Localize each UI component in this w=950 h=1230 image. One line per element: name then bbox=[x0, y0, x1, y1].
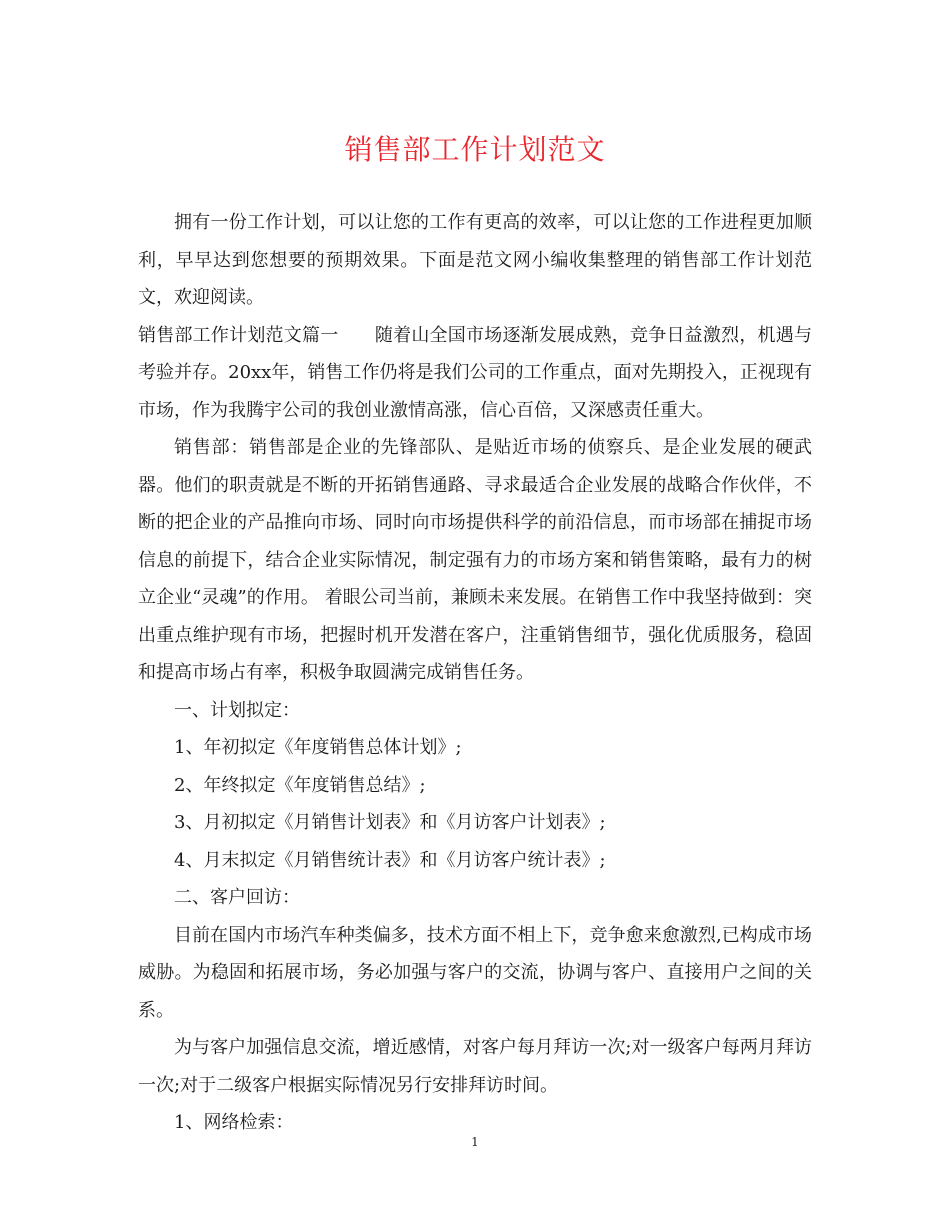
list-item-plan-4: 4、月末拟定《月销售统计表》和《月访客户统计表》; bbox=[174, 849, 606, 871]
paragraph-sales-dept: 销售部：销售部是企业的先锋部队、是贴近市场的侦察兵、是企业发展的硬武器。他们的职责就是不断的开拓销售通路、寻求最适合企业发展的战略合作伙伴，不断的把企业的产品推向市场、同时向市场提供科学的前沿信息，而市场部在捕捉市场信息的前提下，结合企业实际情况，制定强有力的市场方案和销售策略，最有力的树立企业“灵魂”的作用。 着眼公司当前，兼顾未来发展。在销售工作中我坚持做到：突出重点维护现有市场，把握时机开发潜在客户，注重销售细节，强化优质服务，稳固和提高市场占有率，积极争取圆满完成销售任务。 bbox=[138, 437, 812, 683]
list-item-plan-2: 2、年终拟定《年度销售总结》; bbox=[174, 774, 426, 796]
document-title: 销售部工作计划范文 bbox=[344, 133, 606, 166]
paragraph-section-one: 销售部工作计划范文篇一 随着山全国市场逐渐发展成熟，竞争日益激烈，机遇与考验并存。20xx年，销售工作仍将是我们公司的工作重点，面对先期投入，正视现有市场，作为我腾宇公司的我创业激情高涨，信心百倍，又深感责任重大。 bbox=[138, 324, 812, 421]
heading-plan: 一、计划拟定： bbox=[174, 699, 300, 721]
document-body bbox=[138, 204, 812, 1142]
paragraph-visit-schedule: 为与客户加强信息交流，增近感情，对客户每月拜访一次;对一级客户每两月拜访一次;对于二级客户根据实际情况另行安排拜访时间。 bbox=[138, 1037, 812, 1096]
page-number: 1 bbox=[471, 1135, 479, 1149]
list-item-plan-1: 1、年初拟定《年度销售总体计划》; bbox=[174, 737, 462, 758]
list-item-network-search: 1、网络检索： bbox=[174, 1112, 294, 1133]
paragraph-market: 目前在国内市场汽车种类偏多，技术方面不相上下，竞争愈来愈激烈,已构成市场威胁。为稳固和拓展市场，务必加强与客户的交流，协调与客户、直接用户之间的关系。 bbox=[138, 924, 812, 1021]
heading-customer-visit: 二、客户回访： bbox=[174, 887, 300, 908]
list-item-plan-3: 3、月初拟定《月销售计划表》和《月访客户计划表》; bbox=[174, 812, 606, 833]
paragraph-intro: 拥有一份工作计划，可以让您的工作有更高的效率，可以让您的工作进程更加顺利，早早达到您想要的预期效果。下面是范文网小编收集整理的销售部工作计划范文，欢迎阅读。 bbox=[138, 212, 812, 308]
